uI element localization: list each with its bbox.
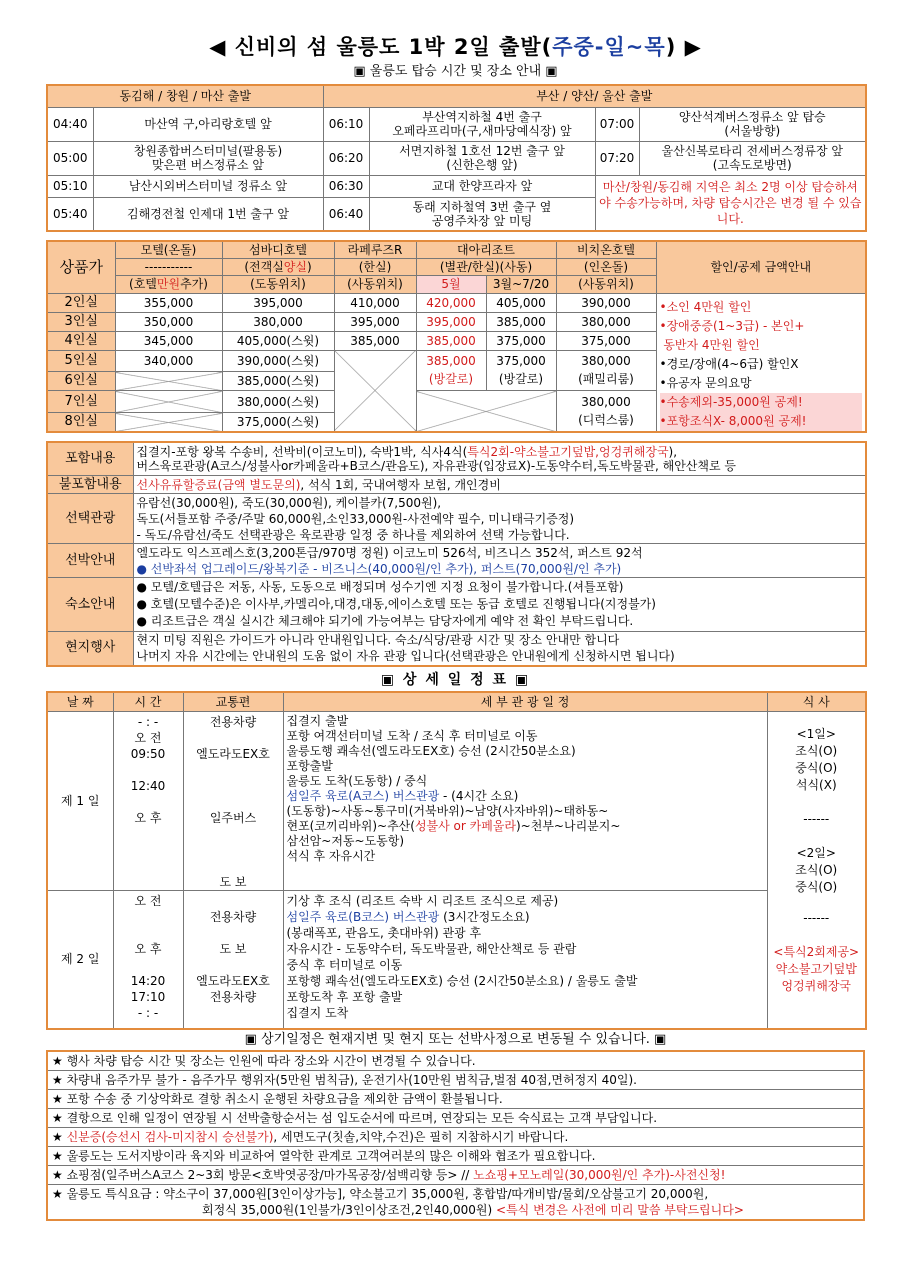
discount-header: 할인/공제 금액안내 (656, 241, 866, 293)
empty-cell-x (416, 391, 556, 432)
price-row: 3인실 350,000 380,000 395,000 395,000 385,000 380,000 (47, 312, 866, 331)
price-row: 7인실 380,000(스윗) 380,000 (디럭스룸) (47, 391, 866, 413)
pickup-row: 05:40 김해경전철 인제대 1번 출구 앞 06:40 동래 지하철역 3번 출구 옆 공영주차장 앞 미팅 (47, 197, 866, 231)
title-highlight: 주중-일~목 (552, 35, 666, 59)
empty-cell-x (115, 391, 222, 413)
price-row: 8인실 375,000(스윗) (47, 413, 866, 432)
page-title: ◀ 신비의 섬 울릉도 1박 2일 출발(주중-일~목) ▶ (209, 35, 702, 59)
notes-table (46, 1050, 865, 1221)
pickup-header-busan: 부산 / 양산/ 울산 출발 (323, 85, 866, 107)
note-item: ★ 행사 차량 탑승 시간 및 장소는 인원에 따라 장소와 시간이 변경될 수 있습니다. (47, 1051, 864, 1071)
note-item: ★ 울릉도는 도서지방이라 육지와 비교하여 열악한 관계로 고객여러분의 많은 이해와 협조가 필요합니다. (47, 1146, 864, 1165)
pickup-subtitle: ▣ 울릉도 탑승 시간 및 장소 안내 ▣ (353, 64, 558, 79)
note-item: ★ 쇼핑점(일주버스A코스 2~3회 방문<호박엿공장/마가목공장/섬백리향 등> // 노쇼핑+모노레일(30,000원/인 추가)-사전신청! (47, 1165, 864, 1184)
note-item: ★ 차량내 음주가무 불가 - 음주가무 행위자(5만원 범칙금), 운전기사(10만원 범칙금,벌점 40점,면허정지 40일). (47, 1070, 864, 1089)
note-item: ★ 신분증(승선시 검사-미지참시 승선불가), 세면도구(칫솔,치약,수건)은 필히 지참하시기 바랍니다. (47, 1127, 864, 1146)
price-table: 상품가 모텔(온돌) 섬바디호텔 라페루즈R 대아리조트 비치온호텔 할인/공제 금액안내 ----------- (전객실양실) (한실) (별관/한실)(사동) (인온돌) (호텔만원추가) (도동위치) (사동위치) 5월 3월~7/20 (사동위치) 2인실 355,000 395,000 410,000 420,000 405,000 390,000 •소인 4만원 할인 •장애중증(1~3급) - 본인+ 동반자 4만원 할인 •경로/장애(4~6급) 할인X •유공자 문의요망 •수송제외-35,000원 공제! •포항조식X- 8,000원 공제! 3인실 350,000 380,000 395,000 395,000 385,000 380,000 4인실 345,000 405,000(스윗) 385,000 385,000 375,000 375,000 5인실 340,000 390,000(스윗) 385,000 (방갈로) 375,000 (방갈로) 380,000 (패밀리룸) 6인실 385,000(스윗) 7인실 380,000(스윗) 380,000 (디럭스룸) 8인실 375,000(스윗) (46, 240, 867, 433)
schedule-section-title: ▣ 상 세 일 정 표 ▣ (380, 671, 531, 688)
note-item: ★ 울릉도 특식요금 : 약소구이 37,000원[3인이상가능], 약소불고기 35,000원, 홍합밥/따개비밥/물회/오삼불고기 20,000원, 회정식 35,000원(1인불가/3인이상조건,2인40,000원) <특식 변경은 사전에 미리 말씀 부탁드립니다> (47, 1184, 864, 1220)
empty-cell-x (115, 372, 222, 391)
price-row: 6인실 385,000(스윗) (47, 372, 866, 391)
pickup-row: 05:00 창원종합버스터미널(팔용동) 맞은편 버스정류소 앞 06:20 서면지하철 1호선 12번 출구 앞 (신한은행 앞) 07:20 울산신복로타리 전세버스정류장 앞 (고속도로방면) (47, 141, 866, 175)
pickup-header-changwon: 동김해 / 창원 / 마산 출발 (47, 85, 323, 107)
empty-cell-x (334, 350, 416, 432)
tour-flyer (46, 32, 865, 1221)
info-table: 포함내용 집결지-포항 왕복 수송비, 선박비(이코노미), 숙박1박, 식사4식(특식2회-약소불고기덮밥,엉겅퀴해장국), 버스육로관광(A코스/성불사or카페울라+B코스/관음도), 자유관광(입장료X)-도동약수터,독도박물관, 해안산책로 등 불포함내용 선사유류할증료(금액 별도문의), 석식 1회, 국내여행자 보험, 개인경비 선택관광 유람선(30,000원), 죽도(30,000원), 케이블카(7,500원), 독도(서틀포함 주중/주말 60,000원,소인33,000원-사전예약 필수, 미니태극기증정) - 독도/유람선/죽도 선택관광은 육로관광 일정 중 하나를 제외하여 선택 가능합니다. 선박안내 엘도라도 익스프레스호(3,200톤급/970명 정원) 이코노미 526석, 비즈니스 352석, 퍼스트 92석 ● 선박좌석 업그레이드/왕복기준 - 비즈니스(40,000원/인 추가), 퍼스트(70,000원/인 추가) 숙소안내 ● 모텔/호텔급은 저동, 사동, 도동으로 배정되며 성수기엔 지정 요청이 불가합니다.(셔틀포함) ● 호텔(모텔수준)은 이사부,카멜리아,대경,대동,에이스호텔 또는 동급 호텔로 진행됩니다(지정불가) ● 리조트급은 객실 실시간 체크해야 되기에 가능여부는 담당자에게 예약 전 확인 부탁드립니다. 현지행사 현지 미팅 직원은 가이드가 아니라 안내원입니다. 숙소/식당/관광 시간 및 장소 안내만 합니다 나머지 자유 시간에는 안내원의 도움 없이 자유 관광 입니다(선택관광은 안내원에게 신청하시면 됩니다) (46, 441, 867, 667)
note-item: ★ 포항 수송 중 기상악화로 결항 취소시 운행된 차량요금을 제외한 금액이 환불됩니다. (47, 1089, 864, 1108)
pickup-row: 04:40 마산역 구,아리랑호텔 앞 06:10 부산역지하철 4번 출구 오페라프리마(구,새마당예식장) 앞 07:00 양산석계버스정류소 앞 탑승 (서울방향) (47, 107, 866, 141)
schedule-change-notice: ▣ 상기일정은 현재지변 및 현지 또는 선박사정으로 변동될 수 있습니다. ▣ (244, 1031, 667, 1047)
discount-list: •소인 4만원 할인 •장애중증(1~3급) - 본인+ 동반자 4만원 할인 •경로/장애(4~6급) 할인X •유공자 문의요망 •수송제외-35,000원 공제! •포항조식X- 8,000원 공제! (656, 293, 866, 432)
pickup-note: 마산/창원/동김해 지역은 최소 2명 이상 탑승하셔야 수송가능하며, 차량 탑승시간은 변경 될 수 있습니다. (595, 175, 866, 231)
price-label: 상품가 (47, 241, 115, 293)
note-item: ★ 결항으로 인해 일정이 연장될 시 선박출항순서는 섬 입도순서에 따르며, 연장되는 모든 숙식료는 고객 부담입니다. (47, 1108, 864, 1127)
price-row: 5인실 340,000 390,000(스윗) 385,000 (방갈로) 375,000 (방갈로) 380,000 (패밀리룸) (47, 350, 866, 372)
day1-row: 제 1 일 - : - 오 전 09:50 12:40 오 후 전용차량 엘도라도EX호 일주버스 도 보 집결지 출발 포항 여객선터미널 도착 / 조식 후 터미널로 이동 울릉도행 쾌속선(엘도라도EX호) 승선 (2시간50분소요) 포항출발 울릉도 도착(도동항) / 중식 섬일주 육로(A코스) 버스관광 - (4시간 소요) (도동항)~사동~통구미(거북바위)~남양(사자바위)~태하동~ 현포(코끼리바위)~추산(성불사 or 카페울라)~천부~나리분지~ 삼선암~저동~도동항) 석식 후 자유시간 <1일> 조식(O) 중식(O) 석식(X) ------ <2일> 조식(O) 중식(O) ------ <특식2회제공> 약소불고기덮밥 엉겅퀴해장국 (47, 712, 866, 891)
pickup-table (46, 84, 867, 232)
price-row: 2인실 355,000 395,000 410,000 420,000 405,000 390,000 •소인 4만원 할인 •장애중증(1~3급) - 본인+ 동반자 4만원 할인 •경로/장애(4~6급) 할인X •유공자 문의요망 •수송제외-35,000원 공제! •포항조식X- 8,000원 공제! (47, 293, 866, 312)
schedule-table: 날 짜 시 간 교통편 세 부 관 광 일 정 식 사 제 1 일 - : - 오 전 09:50 12:40 오 후 전용차량 엘도라도EX호 일주버스 도 보 집결지 출발 포항 여객선터미널 도착 / 조식 후 터미널로 이동 울릉도행 쾌속선(엘도라도EX호) 승선 (2시간50분소요) 포항출발 울릉도 도착(도동항) / 중식 섬일주 육로(A코스) 버스관광 - (4시간 소요) (도동항)~사동~통구미(거북바위)~남양(사자바위)~태하동~ 현포(코끼리바위)~추산(성불사 or 카페울라)~천부~나리분지~ 삼선암~저동~도동항) 석식 후 자유시간 <1일> 조식(O) 중식(O) 석식(X) ------ <2일> 조식(O) 중식(O) ------ <특식2회제공> 약소불고기덮밥 엉겅퀴해장국 제 2 일 오 전 오 후 14:20 17:10 - : - 전용차량 도 보 엘도라도EX호 전용차량 기상 후 조식 (리조트 숙박 시 리조트 조식으로 제공) 섬일주 육로(B코스) 버스관광 (3시간정도소요) (봉래폭포, 관음도, 촛대바위) 관광 후 자유시간 - 도동약수터, 독도박물관, 해안산책로 등 관람 중식 후 터미널로 이동 포항행 쾌속선(엘도라도EX호) 승선 (2시간50분소요) / 울릉도 출발 포항도착 후 포항 출발 집결지 도착 (46, 691, 867, 1030)
pickup-row: 05:10 남산시외버스터미널 정류소 앞 06:30 교대 한양프라자 앞 마산/창원/동김해 지역은 최소 2명 이상 탑승하셔야 수송가능하며, 차량 탑승시간은 변경 될 수 있습니다. (47, 175, 866, 197)
day2-row: 제 2 일 오 전 오 후 14:20 17:10 - : - 전용차량 도 보 엘도라도EX호 전용차량 기상 후 조식 (리조트 숙박 시 리조트 조식으로 제공) 섬일주 육로(B코스) 버스관광 (3시간정도소요) (봉래폭포, 관음도, 촛대바위) 관광 후 자유시간 - 도동약수터, 독도박물관, 해안산책로 등 관람 중식 후 터미널로 이동 포항행 쾌속선(엘도라도EX호) 승선 (2시간50분소요) / 울릉도 출발 포항도착 후 포항 출발 집결지 도착 (47, 891, 866, 1029)
empty-cell-x (115, 413, 222, 432)
price-row: 4인실 345,000 405,000(스윗) 385,000 385,000 375,000 375,000 (47, 331, 866, 350)
